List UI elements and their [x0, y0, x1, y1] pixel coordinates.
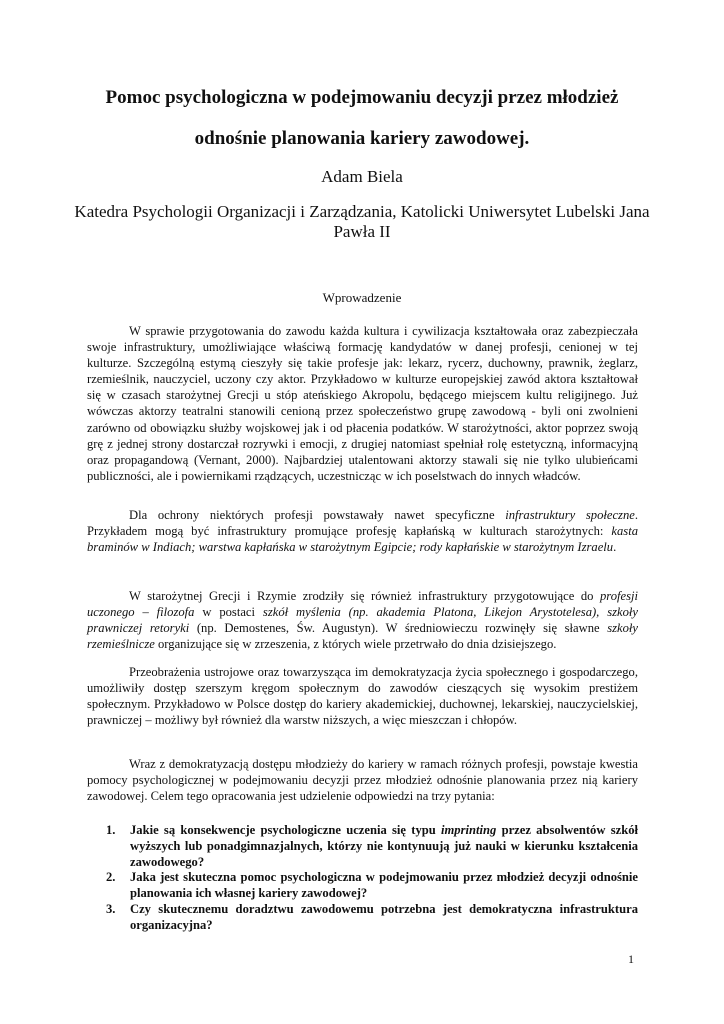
q1-text-a: Jakie są konsekwencje psychologiczne uczenia się typu	[130, 823, 442, 837]
paragraph-2	[87, 507, 638, 555]
p3-text-e: (np. Demostenes, Św. Augustyn). W średniowieczu rozwinęły się sławne	[189, 621, 608, 636]
page-number: 1	[628, 952, 634, 966]
list-item	[87, 902, 638, 934]
section-heading: Wprowadzenie	[322, 290, 402, 305]
p3-italic-b: profesji uczonego – filozofa	[87, 589, 638, 620]
p3-text-a: W starożytnej Grecji i Rzymie zrodziły się również infrastruktury przygotowujące do	[129, 589, 600, 603]
q1-italic-b: imprinting	[441, 823, 497, 837]
list-number: 1.	[106, 823, 116, 837]
title-line-1: Pomoc psychologiczna w podejmowaniu decyzji przez młodzież	[105, 87, 619, 108]
author-name: Adam Biela	[321, 167, 403, 186]
title-line-2: odnośnie planowania kariery zawodowej.	[194, 128, 530, 149]
p3-text-g: organizujące się w zrzeszenia, z których wiele przetrwało do dnia dzisiejszego.	[154, 637, 557, 652]
p2-text-e: .	[613, 540, 617, 555]
q2-text: Jaka jest skuteczna pomoc psychologiczna w podejmowaniu przez młodzież decyzji odnośnie planowania ich własnej kariery zawodowej?	[130, 870, 638, 901]
paragraph-3	[87, 588, 638, 652]
research-questions-list	[87, 823, 638, 934]
p2-italic-b: infrastruktury społeczne	[505, 508, 635, 522]
paragraph-5	[87, 756, 638, 804]
p3-italic-f: szkoły rzemieślnicze	[87, 621, 638, 652]
list-item	[87, 823, 638, 870]
p2-text-a: Dla ochrony niektórych profesji powstawały nawet specyficzne	[129, 508, 506, 522]
paragraph-3-text	[87, 588, 638, 652]
p3-italic-d: szkół myślenia (np. akademia Platona, Likejon Arystotelesa), szkoły prawniczej retoryki	[87, 605, 639, 636]
list-number: 2.	[106, 870, 116, 885]
q3-text: Czy skutecznemu doradztwu zawodowemu potrzebna jest demokratyczna infrastruktura organizacyjna?	[130, 901, 638, 932]
paragraph-4-text: Przeobrażenia ustrojowe oraz towarzysząca im demokratyzacja życia społecznego i gospodarczego, umożliwiły dostęp szerszym kręgom społecznym do zawodów cieszących się wysokim prestiżem społecznym. Przykładowo w Polsce dostęp do kariery akademickiej, duchownej, lekarskiej, nauczycielskiej, prawniczej – możliwy był również dla warstw niższych, a więc mieszczan i chłopów.	[87, 665, 638, 728]
list-item	[87, 870, 638, 902]
p3-text-c: w postaci	[194, 605, 263, 620]
paragraph-5-text: Wraz z demokratyzacją dostępu młodzieży do kariery w ramach różnych profesji, powstaje kwestia pomocy psychologicznej w podejmowaniu decyzji przez młodzież odnośnie planowania przez nią kariery zawodowej. Celem tego opracowania jest udzielenie odpowiedzi na trzy pytania:	[87, 757, 638, 804]
author-affiliation: Katedra Psychologii Organizacji i Zarządzania, Katolicki Uniwersytet Lubelski Jana Pawła II	[74, 202, 650, 241]
q1-text-c: przez absolwentów szkół wyższych lub ponadgimnazjalnych, którzy nie kontynuują już nauki w kierunku kształcenia zawodowego?	[130, 823, 638, 869]
paragraph-2-text	[87, 507, 638, 555]
list-number: 3.	[106, 901, 116, 916]
paragraph-1-text: W sprawie przygotowania do zawodu każda kultura i cywilizacja kształtowała oraz zabezpieczała swoje infrastruktury, umożliwiające właściwą formację kandydatów w danej profesji, cenionej w tej kulturze. Szczególną estymą cieszyły się takie profesje jak: lekarz, rycerz, duchowny, prawnik, żeglarz, rzemieślnik, nauczyciel, uczony czy aktor. Przykładowo w kulturze europejskiej zawód aktora kształtował się w czasach starożytnej Grecji u stóp ateńskiego Akropolu, będącego miejscem kultu religijnego. Już wówczas aktorzy teatralni stanowili cenioną przez społeczeństwo grupę zawodową - byli oni zwolnieni zarówno od obowiązku służby wojskowej jak i od płacenia podatków. W starożytności, aktor poprzez swoją grę z jednej strony dostarczał rozrywki i emocji, z drugiej natomiast spełniał rolę estetyczną, informacyjną oraz propagandową (Vernant, 2000). Najbardziej utalentowani aktorzy stawali się nie tylko ulubieńcami publiczności, ale i powiernikami rządzących, uczestnicząc w ich poselstwach do innych władców.	[87, 324, 638, 483]
p2-text-c: . Przykładem mogą być infrastruktury promujące profesję kapłańską w kulturach starożytnych:	[87, 508, 639, 539]
paragraph-4	[87, 664, 638, 728]
paragraph-1	[87, 323, 638, 484]
p2-italic-d: kasta braminów w Indiach; warstwa kapłańska w starożytnym Egipcie; rody kapłańskie w starożytnym Izraelu	[87, 524, 638, 555]
